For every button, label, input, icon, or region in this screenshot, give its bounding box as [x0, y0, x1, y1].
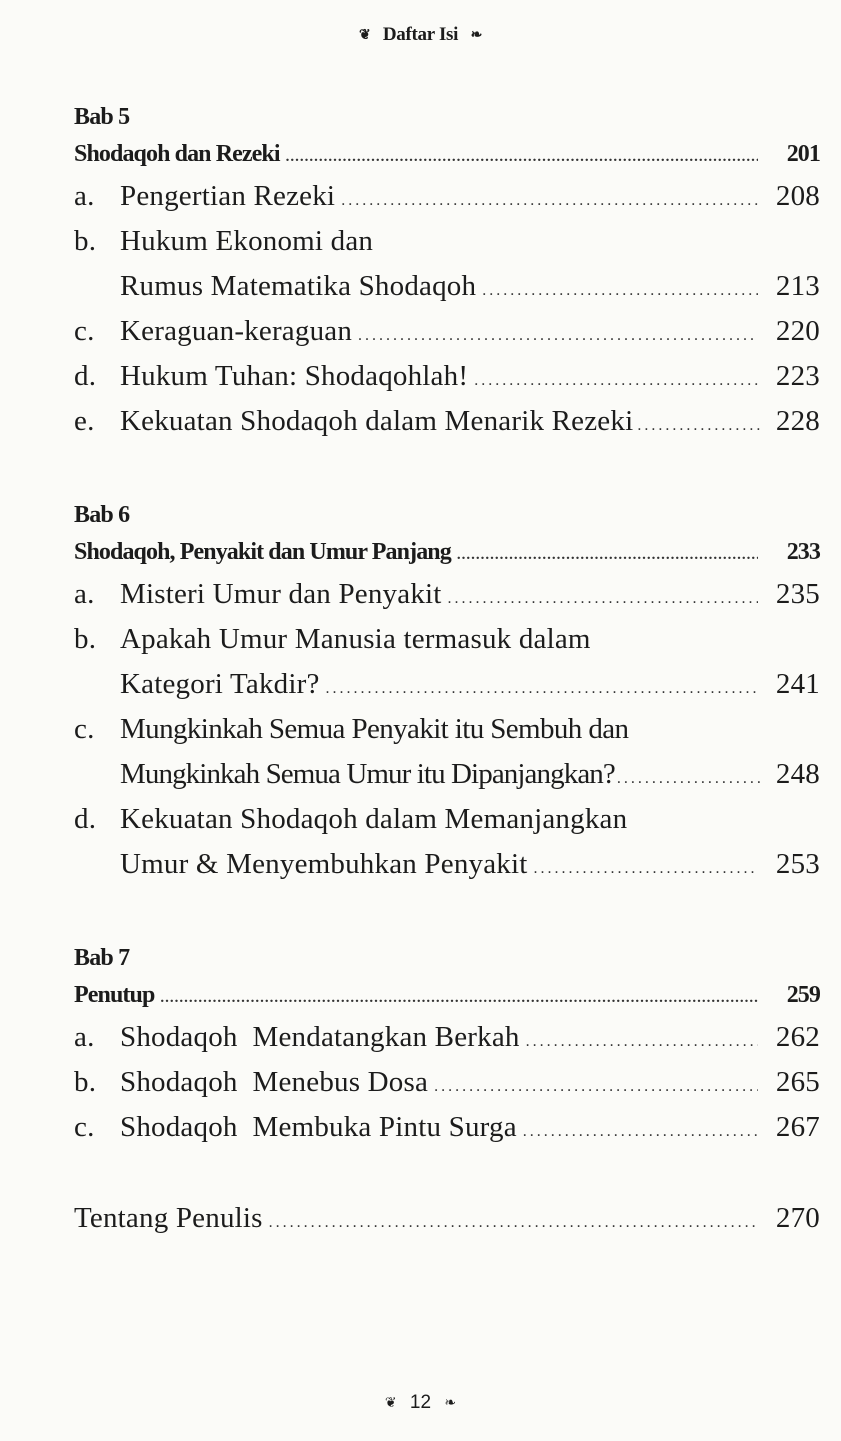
- dot-leader: [526, 1015, 758, 1064]
- toc-entry: [74, 1060, 820, 1105]
- ornament-right-icon: ❧: [470, 28, 483, 43]
- entry-text: Shodaqoh Menebus Dosa: [120, 1066, 429, 1098]
- chapter-title: Shodaqoh dan Rezeki: [74, 141, 280, 167]
- toc-entry: [74, 617, 820, 662]
- toc-entry-continuation: [74, 842, 820, 887]
- entry-letter: c.: [74, 315, 95, 347]
- entry-letter: b.: [74, 225, 97, 257]
- page-number: 259: [786, 982, 820, 1008]
- section-spacer: [74, 1150, 820, 1196]
- chapter-title: Penutup: [74, 982, 155, 1008]
- entry-text: Shodaqoh Mendatangkan Berkah: [120, 1021, 520, 1053]
- entry-letter: b.: [74, 1066, 97, 1098]
- toc-entry: [74, 1105, 820, 1150]
- entry-text: Umur & Menyembuhkan Penyakit: [120, 848, 528, 880]
- page-number: 262: [775, 1021, 820, 1053]
- page-number: 220: [775, 315, 820, 347]
- entry-text: Kategori Takdir?: [120, 668, 320, 700]
- chapter-title: Shodaqoh, Penyakit dan Umur Panjang: [74, 539, 451, 565]
- chapter-title-row: [74, 532, 820, 572]
- running-head-title: Daftar Isi: [382, 24, 459, 45]
- page-number: 228: [775, 405, 820, 437]
- toc-entry: [74, 797, 820, 842]
- toc-entry-continuation: [74, 264, 820, 309]
- chapter-6: [74, 498, 820, 887]
- entry-text: Rumus Matematika Shodaqoh: [120, 270, 477, 302]
- page-number: 223: [775, 360, 820, 392]
- dot-leader: [523, 1105, 758, 1154]
- page-footer: [0, 1392, 841, 1414]
- dot-leader: [160, 975, 758, 1018]
- section-spacer: [74, 444, 820, 498]
- page-number: 213: [775, 270, 820, 302]
- chapter-7: [74, 941, 820, 1150]
- entry-text: Tentang Penulis: [74, 1202, 263, 1234]
- chapter-5: [74, 100, 820, 444]
- dot-leader: [482, 264, 758, 313]
- toc-entry: [74, 354, 820, 399]
- toc-entry-continuation: [74, 752, 820, 797]
- ornament-left-icon: ❦: [384, 1394, 397, 1410]
- page-number: 253: [775, 848, 820, 880]
- ornament-right-icon: ❧: [444, 1394, 457, 1410]
- section-spacer: [74, 887, 820, 941]
- toc-entry: [74, 174, 820, 219]
- entry-letter: b.: [74, 623, 97, 655]
- dot-leader: [534, 842, 758, 891]
- footer-page-number: 12: [409, 1392, 432, 1413]
- dot-leader: [326, 662, 758, 711]
- dot-leader: [448, 572, 758, 621]
- toc-entry-tentang-penulis: [74, 1196, 820, 1241]
- page-number: 265: [775, 1066, 820, 1098]
- entry-text: Misteri Umur dan Penyakit: [120, 578, 442, 610]
- page-number: 235: [775, 578, 820, 610]
- entry-text: Mungkinkah Semua Umur itu Dipanjangkan?: [120, 758, 615, 790]
- dot-leader: [358, 309, 758, 358]
- chapter-label: Bab 6: [74, 502, 130, 528]
- entry-letter: a.: [74, 578, 95, 610]
- dot-leader: [434, 1060, 758, 1109]
- entry-text: Hukum Ekonomi dan: [120, 225, 374, 257]
- page-number: 267: [775, 1111, 820, 1143]
- entry-letter: d.: [74, 360, 97, 392]
- entry-text: Mungkinkah Semua Penyakit itu Sembuh dan: [120, 713, 629, 745]
- chapter-label: Bab 7: [74, 945, 130, 971]
- dot-leader: [637, 399, 760, 448]
- page-number: 201: [786, 141, 820, 167]
- toc-entry: [74, 1015, 820, 1060]
- entry-text: Pengertian Rezeki: [120, 180, 336, 212]
- toc-entry: [74, 572, 820, 617]
- entry-text: Shodaqoh Membuka Pintu Surga: [120, 1111, 517, 1143]
- chapter-label: Bab 5: [74, 104, 130, 130]
- page-number: 208: [775, 180, 820, 212]
- entry-text: Hukum Tuhan: Shodaqohlah!: [120, 360, 469, 392]
- toc-entry-continuation: [74, 662, 820, 707]
- page-number: 270: [775, 1202, 820, 1234]
- entry-letter: a.: [74, 180, 95, 212]
- entry-text: Keraguan-keraguan: [120, 315, 353, 347]
- toc-entry: [74, 219, 820, 264]
- page-number: 241: [775, 668, 820, 700]
- ornament-left-icon: ❦: [358, 28, 371, 43]
- toc-entry: [74, 309, 820, 354]
- entry-letter: d.: [74, 803, 97, 835]
- entry-text: Kekuatan Shodaqoh dalam Memanjangkan: [120, 803, 628, 835]
- page-number: 233: [786, 539, 820, 565]
- entry-letter: e.: [74, 405, 95, 437]
- dot-leader: [474, 354, 758, 403]
- dot-leader: [457, 532, 758, 575]
- dot-leader: [617, 752, 762, 801]
- toc-entry: [74, 399, 820, 444]
- entry-letter: c.: [74, 713, 95, 745]
- table-of-contents: [74, 100, 820, 1241]
- chapter-title-row: [74, 975, 820, 1015]
- page-number: 248: [775, 758, 820, 790]
- entry-letter: c.: [74, 1111, 95, 1143]
- dot-leader: [286, 134, 758, 177]
- entry-text: Apakah Umur Manusia termasuk dalam: [120, 623, 591, 655]
- entry-letter: a.: [74, 1021, 95, 1053]
- chapter-title-row: [74, 134, 820, 174]
- entry-text: Kekuatan Shodaqoh dalam Menarik Rezeki: [120, 405, 634, 437]
- toc-entry: [74, 707, 820, 752]
- dot-leader: [341, 174, 758, 223]
- dot-leader: [269, 1196, 758, 1245]
- running-head: [0, 24, 841, 46]
